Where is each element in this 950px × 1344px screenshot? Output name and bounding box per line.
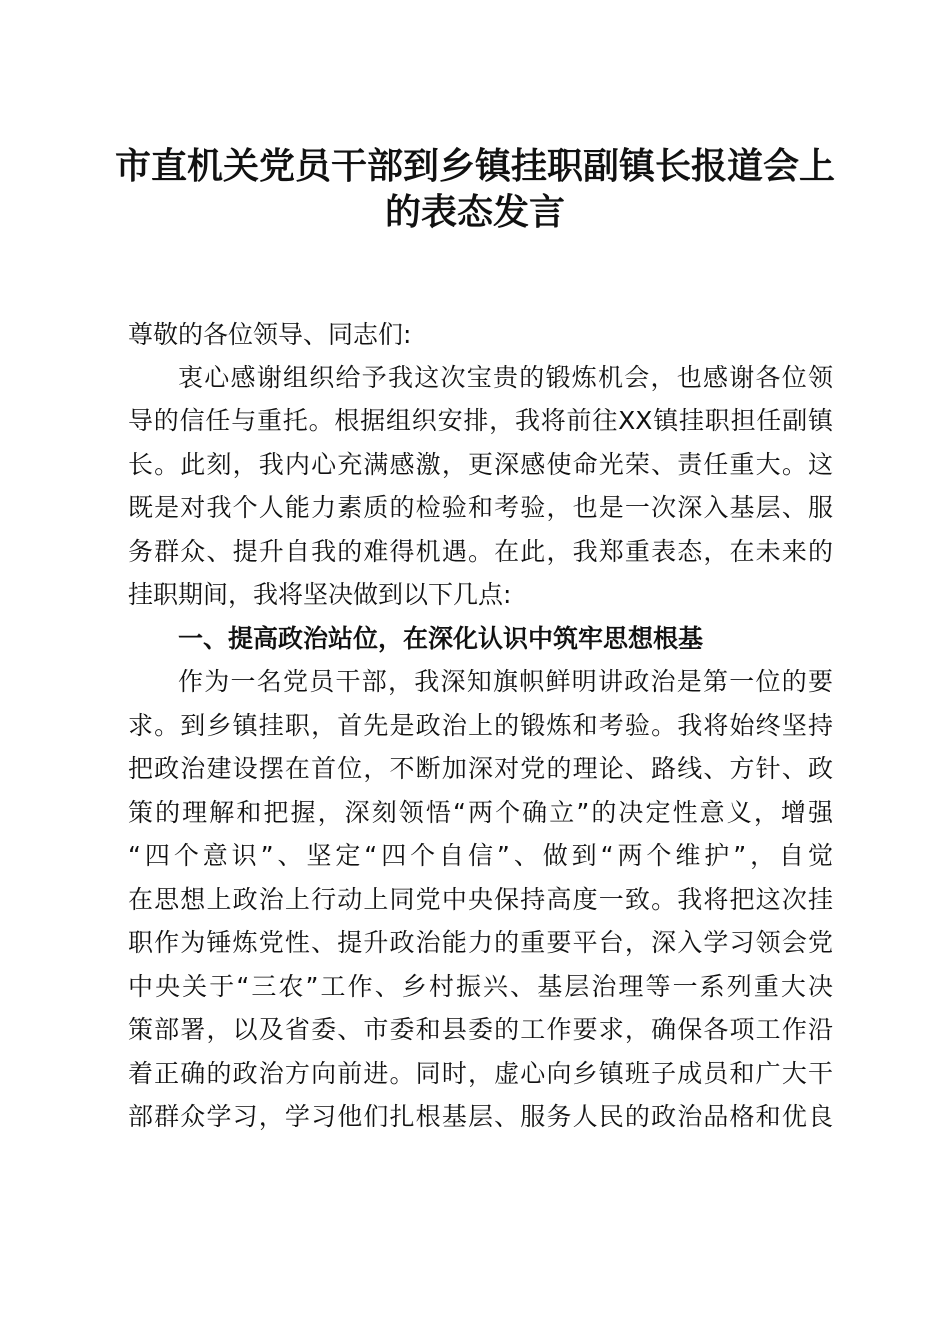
paragraph-line: “四个意识”、坚定“四个自信”、做到“两个维护”，自觉 — [128, 841, 833, 870]
section-heading: 一、提高政治站位，在深化认识中筑牢思想根基 — [178, 624, 704, 653]
document-title-line-1: 市直机关党员干部到乡镇挂职副镇长报道会上 — [115, 145, 836, 187]
salutation: 尊敬的各位领导、同志们: — [128, 320, 412, 349]
paragraph-line: 作为一名党员干部，我深知旗帜鲜明讲政治是第一位的要 — [178, 667, 833, 696]
paragraph-line: 在思想上政治上行动上同党中央保持高度一致。我将把这次挂 — [128, 885, 833, 914]
paragraph-line: 把政治建设摆在首位，不断加深对党的理论、路线、方针、政 — [128, 754, 833, 783]
paragraph-line: 长。此刻，我内心充满感激，更深感使命光荣、责任重大。这 — [128, 450, 833, 479]
paragraph-line: 求。到乡镇挂职，首先是政治上的锻炼和考验。我将始终坚持 — [128, 711, 833, 740]
paragraph-line: 衷心感谢组织给予我这次宝贵的锻炼机会，也感谢各位领 — [178, 363, 833, 392]
paragraph-line: 既是对我个人能力素质的检验和考验，也是一次深入基层、服 — [128, 493, 833, 522]
paragraph-line: 导的信任与重托。根据组织安排，我将前往XX镇挂职担任副镇 — [128, 406, 833, 435]
paragraph-line: 部群众学习，学习他们扎根基层、服务人民的政治品格和优良 — [128, 1102, 833, 1131]
document-title-line-2: 的表态发言 — [384, 191, 565, 233]
paragraph-line: 策的理解和把握，深刻领悟“两个确立”的决定性意义，增强 — [128, 798, 833, 827]
paragraph-line: 挂职期间，我将坚决做到以下几点: — [128, 580, 512, 609]
paragraph-line: 中央关于“三农”工作、乡村振兴、基层治理等一系列重大决 — [128, 972, 833, 1001]
paragraph-line: 策部署，以及省委、市委和县委的工作要求，确保各项工作沿 — [128, 1015, 833, 1044]
paragraph-line: 职作为锤炼党性、提升政治能力的重要平台，深入学习领会党 — [128, 928, 833, 957]
paragraph-line: 务群众、提升自我的难得机遇。在此，我郑重表态，在未来的 — [128, 537, 833, 566]
paragraph-line: 着正确的政治方向前进。同时，虚心向乡镇班子成员和广大干 — [128, 1059, 833, 1088]
